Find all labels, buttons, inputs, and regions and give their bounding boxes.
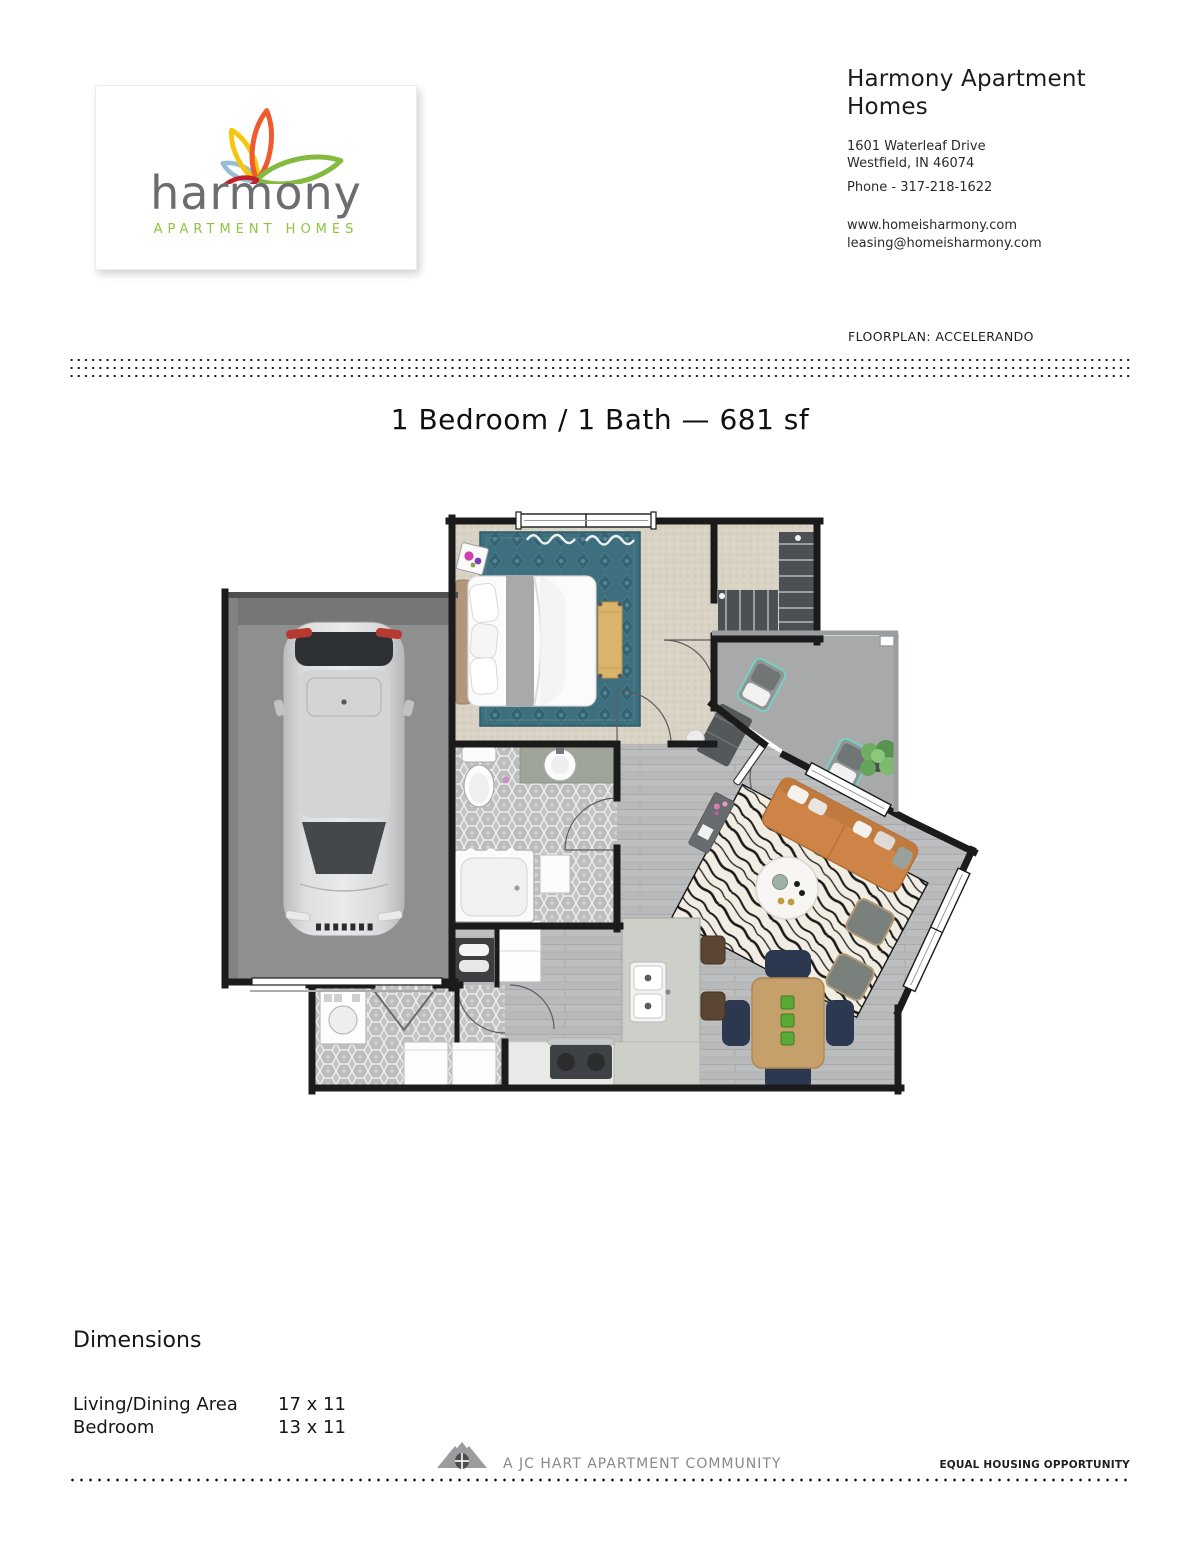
website-link[interactable]: www.homeisharmony.com [847,217,1017,233]
dotted-separator-top [68,355,1131,379]
floorplan-drawing [215,508,1005,1108]
email-link[interactable]: leasing@homeisharmony.com [847,235,1042,251]
plan-title: 1 Bedroom / 1 Bath — 681 sf [390,403,810,436]
dimension-label: Bedroom [73,1417,155,1438]
bedroom-bench [598,602,623,679]
contact-block [847,66,1147,252]
dimensions-block [73,1328,346,1439]
phone-number: Phone - 317-218-1622 [847,179,993,195]
community-label: A JC HART APARTMENT COMMUNITY [503,1456,782,1472]
coffee-table [756,857,818,919]
bedroom-window [516,512,656,529]
harmony-logo-card [95,85,417,270]
table-row [73,1416,346,1439]
logo-tagline: APARTMENT HOMES [153,222,359,237]
jchart-brand [433,1438,781,1474]
dimension-value: 13 x 11 [278,1417,346,1438]
house-icon [433,1438,491,1474]
bedside-table [456,542,489,575]
address-line2: Westfield, IN 46074 [847,156,975,172]
bed [456,576,596,706]
dimension-label: Living/Dining Area [73,1394,238,1415]
dimension-value: 17 x 11 [278,1394,346,1415]
logo-wordmark: harmony [150,166,362,220]
bathtub [454,850,534,923]
equal-housing-label: EQUAL HOUSING OPPORTUNITY [939,1459,1130,1471]
balcony-wall-notch [880,636,894,646]
bathroom-vanity [520,747,617,783]
address-line1: 1601 Waterleaf Drive [847,139,986,155]
kitchen-counter-bottom [507,1038,700,1088]
floorplan-name-label: FLOORPLAN: ACCELERANDO [848,329,1034,344]
dimensions-heading: Dimensions [73,1328,202,1353]
dimensions-table [73,1393,346,1439]
company-name: Harmony Apartment Homes [847,66,1086,120]
table-row [73,1393,346,1416]
potted-plant [860,740,897,776]
car-top-view [273,622,415,936]
dotted-separator-bottom [68,1477,1131,1483]
floorplan-svg [215,508,1005,1108]
